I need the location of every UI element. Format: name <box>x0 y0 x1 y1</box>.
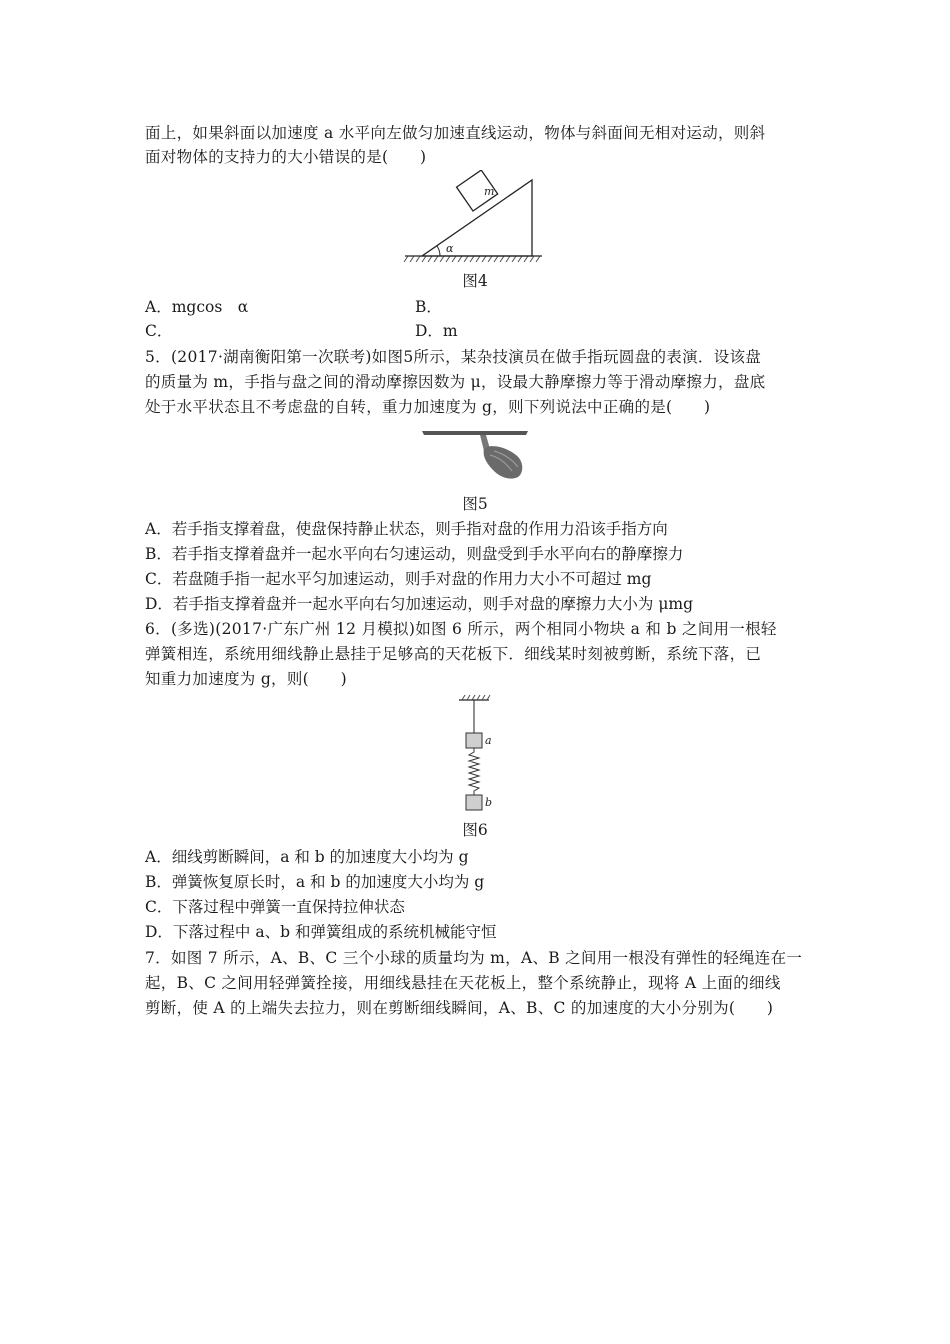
q7-stem-line-2: 起，B、C 之间用轻弹簧拴接，用细线悬挂在天花板上，整个系统静止，现将 A 上面的细线 <box>145 974 781 992</box>
block-a <box>466 733 482 748</box>
finger-plate-figure <box>420 425 532 483</box>
block-a-label: a <box>485 734 492 747</box>
hand-shape <box>484 446 523 478</box>
q6-stem-line-2: 弹簧相连，系统用细线静止悬挂于足够高的天花板下．细线某时刻被剪断，系统下落，已 <box>145 645 762 663</box>
q5-option-d: D．若手指支撑着盘并一起水平向右匀加速运动，则手对盘的摩擦力大小为 μmg <box>145 595 694 613</box>
angle-arc <box>437 246 440 256</box>
q4-option-d: D．m <box>415 322 458 340</box>
spring <box>469 748 479 795</box>
q6-option-b: B．弹簧恢复原长时，a 和 b 的加速度大小均为 g <box>145 873 485 891</box>
q4-option-a: A．mgcos α <box>145 298 249 316</box>
q5-stem-line-2: 的质量为 m，手指与盘之间的滑动摩擦因数为 μ，设最大静摩擦力等于滑动摩擦力，盘底 <box>145 373 766 391</box>
q5-option-b: B．若手指支撑着盘并一起水平向右匀速运动，则盘受到手水平向右的静摩擦力 <box>145 545 684 563</box>
q6-option-d: D．下落过程中 a、b 和弹簧组成的系统机械能守恒 <box>145 923 497 941</box>
figure-6-caption: 图6 <box>462 821 488 839</box>
ceiling-hatching <box>462 695 490 700</box>
block-b <box>466 795 482 810</box>
mass-label: m <box>484 185 495 198</box>
q4-option-b: B． <box>415 298 442 316</box>
q6-option-a: A．细线剪断瞬间，a 和 b 的加速度大小均为 g <box>145 848 469 866</box>
plate-shape <box>422 431 528 435</box>
q5-option-c: C．若盘随手指一起水平匀加速运动，则手对盘的作用力大小不可超过 mg <box>145 570 652 588</box>
block-b-label: b <box>485 796 493 809</box>
q6-option-c: C．下落过程中弹簧一直保持拉伸状态 <box>145 898 405 916</box>
q4-stem-line-2: 面对物体的支持力的大小错误的是( ) <box>145 148 427 166</box>
q4-stem-line-1: 面上，如果斜面以加速度 a 水平向左做匀加速直线运动，物体与斜面间无相对运动，则斜 <box>145 124 766 142</box>
q5-stem-line-3: 处于水平状态且不考虑盘的自转，重力加速度为 g，则下列说法中正确的是( ) <box>145 398 711 416</box>
figure-4-caption: 图4 <box>462 272 488 290</box>
ground-hatching <box>404 256 540 262</box>
incline-figure <box>400 170 550 268</box>
angle-label: α <box>446 242 454 255</box>
q7-stem-line-1: 7．如图 7 所示，A、B、C 三个小球的质量均为 m，A、B 之间用一根没有弹性的轻绳连在一 <box>145 949 803 967</box>
q5-stem-line-1: 5．(2017·湖南衡阳第一次联考)如图5所示，某杂技演员在做手指玩圆盘的表演．设该盘 <box>145 348 762 366</box>
q6-stem-line-3: 知重力加速度为 g，则( ) <box>145 670 347 688</box>
q7-stem-line-3: 剪断，使 A 的上端失去拉力，则在剪断细线瞬间，A、B、C 的加速度的大小分别为( ) <box>145 999 774 1017</box>
q4-option-c: C． <box>145 322 173 340</box>
figure-5-caption: 图5 <box>462 495 488 513</box>
q5-option-a: A．若手指支撑着盘，使盘保持静止状态，则手指对盘的作用力沿该手指方向 <box>145 520 668 538</box>
q6-stem-line-1: 6．(多选)(2017·广东广州 12 月模拟)如图 6 所示，两个相同小物块 a 和 b 之间用一根轻 <box>145 620 777 638</box>
spring-blocks-figure <box>455 694 505 816</box>
